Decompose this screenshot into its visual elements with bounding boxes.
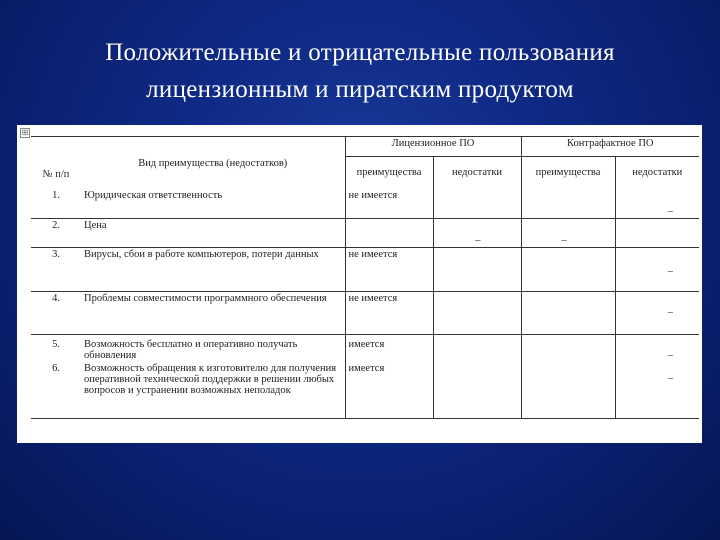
header-licensed: Лицензионное ПО [345,137,521,157]
row-5-cf-adv [521,334,615,362]
row-1-lic-adv: не имеется [345,189,433,218]
header-lic-advantages: преимущества [345,157,433,189]
table-image [17,125,702,443]
title-line-2: лицензионным и пиратским продуктом [146,76,574,103]
row-2-num: 2. [31,218,81,247]
table-row [31,247,699,291]
table-row [31,218,699,247]
row-4-cf-adv [521,291,615,334]
row-4-lic-adv: не имеется [345,291,433,334]
header-counterfeit: Контрафактное ПО [521,137,699,157]
header-lic-disadvantages: недостатки [433,157,521,189]
header-num: № п/п [31,137,81,190]
row-2-cf-adv: – [521,218,615,247]
row-5-num: 5. [31,334,81,362]
row-2-lic-adv [345,218,433,247]
header-kind: Вид преимущества (недостатков) [81,137,345,190]
row-4-lic-dis [433,291,521,334]
row-4-num: 4. [31,291,81,334]
row-1-num: 1. [52,190,60,201]
title-line-1: Положительные и отрицательные пользования [105,39,615,66]
row-4-kind: Проблемы совместимости программного обеспечения [81,291,345,334]
row-1-cf-dis: – [615,189,699,218]
table-move-handle-icon: ⊞ [21,128,29,137]
table-row [31,334,699,362]
header-cf-advantages: преимущества [521,157,615,189]
slide-title [0,34,720,108]
row-6-kind: Возможность обращения к изготовителю для получения оперативной технической поддержки в решении любых вопросов и устранении возможных неполадок [81,362,345,418]
row-2-cf-dis [615,218,699,247]
row-3-cf-dis: – [615,247,699,291]
row-3-kind: Вирусы, сбои в работе компьютеров, потери данных [81,247,345,291]
row-4-cf-dis: – [615,291,699,334]
table-row [31,189,699,218]
row-2-kind: Цена [81,218,345,247]
row-5-kind: Возможность бесплатно и оперативно получать обновления [81,334,345,362]
header-row-1 [31,137,699,157]
row-1-kind: Юридическая ответственность [84,190,223,201]
row-3-cf-adv [521,247,615,291]
row-3-lic-adv: не имеется [345,247,433,291]
row-2-lic-dis: – [433,218,521,247]
row-6-lic-dis [433,362,521,418]
row-6-num: 6. [31,362,81,418]
row-3-num: 3. [31,247,81,291]
row-1-lic-dis [433,189,521,218]
row-5-lic-dis [433,334,521,362]
row-3-lic-dis [433,247,521,291]
row-6-cf-dis: – [615,362,699,418]
row-5-lic-adv: имеется [345,334,433,362]
row-1-cf-adv [521,189,615,218]
row-5-cf-dis: – [615,334,699,362]
table-row [31,291,699,334]
table-row [31,362,699,418]
header-cf-disadvantages: недостатки [615,157,699,189]
row-6-cf-adv [521,362,615,418]
row-6-lic-adv: имеется [345,362,433,418]
comparison-table [31,136,699,419]
